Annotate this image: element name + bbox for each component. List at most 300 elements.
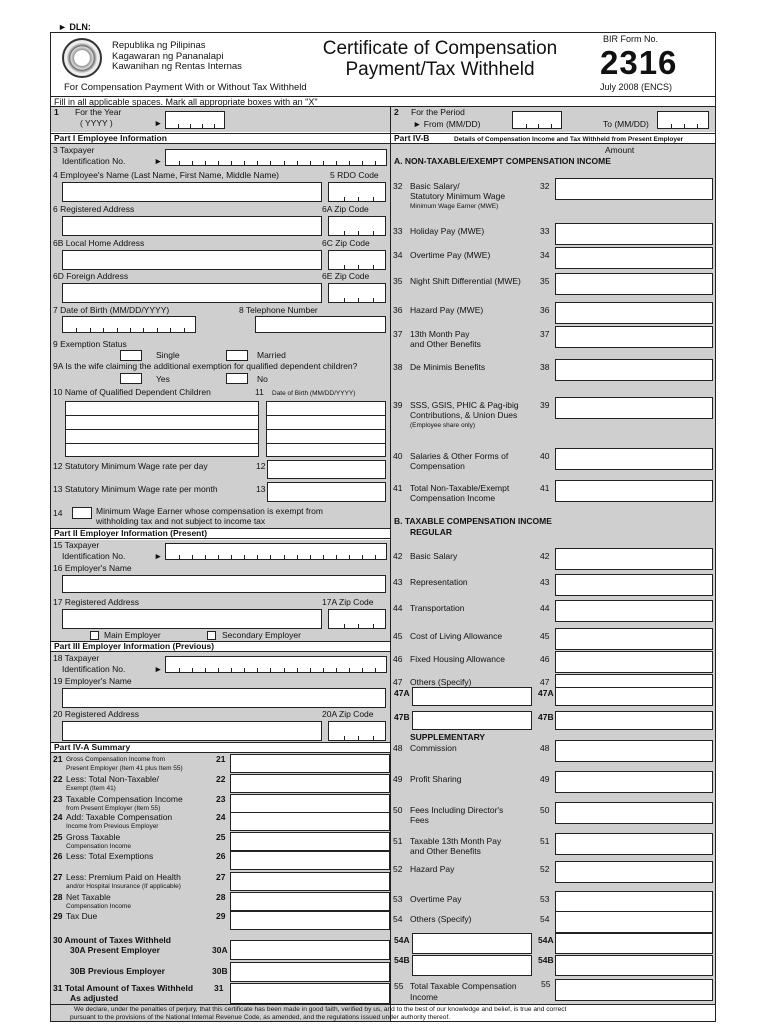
field-label: 14 (53, 508, 63, 518)
row-number: 47 (540, 677, 550, 687)
row-sublabel: and/or Hospital Insurance (If applicable) (66, 883, 181, 890)
zip-code-input[interactable] (328, 283, 386, 303)
field-label: 31 (214, 983, 224, 993)
row-number: 51 (540, 836, 550, 846)
row-label: Basic Salary/ (410, 181, 460, 191)
period-from-input[interactable] (512, 111, 562, 129)
row-number: 53 (540, 894, 550, 904)
digit-tick (297, 668, 298, 672)
digit-tick (310, 668, 311, 672)
zip-code-input[interactable] (328, 216, 386, 236)
field-label: 17A Zip Code (322, 597, 374, 607)
digit-tick (231, 161, 232, 165)
total-tax-withheld-input[interactable] (230, 983, 390, 1004)
row-number: 26 (53, 851, 63, 861)
checkbox-label: Secondary Employer (222, 630, 301, 640)
digit-tick (179, 161, 180, 165)
other-54b-name-input[interactable] (412, 955, 532, 976)
arrow-icon: ► (154, 551, 163, 561)
row-number: 24 (53, 812, 63, 822)
field-label: 17 Registered Address (53, 597, 139, 607)
field-label: 19 Employer's Name (53, 676, 132, 686)
row-label: 13th Month Pay (410, 329, 470, 339)
period-to-input[interactable] (657, 111, 709, 129)
row-number: 42 (393, 551, 403, 561)
amount-input[interactable] (555, 397, 713, 419)
amount-input[interactable] (555, 911, 713, 933)
row-label: Basic Salary (410, 551, 458, 561)
row-label: Compensation Income (410, 493, 496, 503)
row-number: 28 (216, 892, 226, 902)
row-label: Gross Taxable (66, 832, 121, 842)
field-label: 6C Zip Code (322, 238, 370, 248)
married-checkbox[interactable] (226, 350, 248, 361)
part2-title: Part II Employer Information (Present) (54, 528, 208, 538)
amount-input[interactable] (555, 574, 713, 596)
digit-tick (551, 124, 552, 128)
field-label: 30A (212, 945, 228, 955)
summary-amount-input[interactable] (230, 794, 390, 813)
other-47b-amount-input[interactable] (555, 711, 713, 730)
amount-input[interactable] (555, 891, 713, 913)
digit-tick (170, 328, 171, 332)
checkbox-label: Married (257, 350, 286, 360)
digit-tick (257, 161, 258, 165)
digit-tick (358, 197, 359, 201)
row-number: 46 (540, 654, 550, 664)
prev-employer-address-input[interactable] (62, 721, 322, 741)
section-b-title: B. TAXABLE COMPENSATION INCOME (394, 516, 552, 526)
field-label: 30 Amount of Taxes Withheld (53, 935, 171, 945)
field-label: 13 Statutory Minimum Wage rate per month (53, 484, 218, 494)
digit-tick (344, 265, 345, 269)
digit-tick (349, 161, 350, 165)
row-number: 54 (540, 914, 550, 924)
row-label: Night Shift Differential (MWE) (410, 276, 521, 286)
part1-title: Part I Employee Information (54, 133, 167, 143)
single-checkbox[interactable] (120, 350, 142, 361)
row-label: Fixed Housing Allowance (410, 654, 505, 664)
other-47a-amount-input[interactable] (555, 687, 713, 706)
amount-input[interactable] (555, 600, 713, 622)
field-label: 6E Zip Code (322, 271, 370, 281)
amount-input[interactable] (555, 247, 713, 269)
row-label: Less: Premium Paid on Health (66, 872, 181, 882)
row-number: 49 (540, 774, 550, 784)
summary-amount-input[interactable] (230, 911, 390, 930)
yes-checkbox[interactable] (120, 373, 142, 384)
row-number: 37 (540, 329, 550, 339)
supplementary-title: SUPPLEMENTARY (410, 732, 486, 742)
digit-tick (323, 555, 324, 559)
field-label: 10 Name of Qualified Dependent Children (53, 387, 211, 397)
previous-employer-tax-input[interactable] (230, 962, 390, 982)
field-label: withholding tax and not subject to income tax (96, 516, 266, 526)
row-label: Overtime Pay (MWE) (410, 250, 491, 260)
row-number: 48 (393, 743, 403, 753)
other-54a-amount-input[interactable] (555, 933, 713, 954)
checkbox-label: Main Employer (104, 630, 161, 640)
row-sublabel: Compensation Income (66, 903, 132, 910)
row-label: Taxable 13th Month Pay (410, 836, 502, 846)
digit-tick (310, 161, 311, 165)
field-label: 54B (538, 955, 554, 965)
summary-amount-input[interactable] (230, 754, 390, 773)
amount-input[interactable] (555, 480, 713, 502)
row-label: Fees (410, 815, 429, 825)
digit-tick (375, 555, 376, 559)
row-number: 50 (393, 805, 403, 815)
amount-input[interactable] (555, 223, 713, 245)
amount-input[interactable] (555, 802, 713, 824)
row-label: Statutory Minimum Wage (410, 191, 506, 201)
digit-tick (526, 124, 527, 128)
amount-input[interactable] (555, 771, 713, 793)
row-label: Transportation (410, 603, 465, 613)
checkbox-label: No (257, 374, 268, 384)
amount-input[interactable] (555, 740, 713, 762)
row-number: 34 (393, 250, 403, 260)
row-number: 35 (540, 276, 550, 286)
digit-tick (362, 668, 363, 672)
digit-tick (684, 124, 685, 128)
digit-tick (178, 124, 179, 128)
row-number: 36 (540, 305, 550, 315)
digit-tick (184, 328, 185, 332)
employer-address-input[interactable] (62, 609, 322, 629)
mwe-checkbox[interactable] (72, 507, 92, 519)
row-number: 23 (53, 794, 63, 804)
row-number: 26 (216, 851, 226, 861)
agency-line: Kagawaran ng Pananalapi (112, 50, 224, 62)
year-format: ( YYYY ) (80, 118, 113, 128)
field-label: 6 Registered Address (53, 204, 135, 214)
digit-tick (373, 624, 374, 628)
field-label: Identification No. (62, 156, 126, 166)
arrow-icon: ► (154, 664, 163, 674)
summary-amount-input[interactable] (230, 872, 390, 891)
summary-amount-input[interactable] (230, 892, 390, 911)
min-wage-month-input[interactable] (267, 482, 386, 502)
field-label: 31 Total Amount of Taxes Withheld (53, 983, 194, 993)
row-number: 22 (53, 774, 63, 784)
row-number: 37 (393, 329, 403, 339)
part4b-title: Part IV-B (394, 133, 430, 143)
digit-tick (375, 161, 376, 165)
year-label: For the Year (75, 107, 122, 117)
row-number: 51 (393, 836, 403, 846)
digit-tick (310, 555, 311, 559)
no-checkbox[interactable] (226, 373, 248, 384)
row-sublabel: Present Employer (Item 41 plus Item 55) (66, 765, 183, 772)
row-number: 50 (540, 805, 550, 815)
row-sublabel: Minimum Wage Earner (MWE) (410, 203, 499, 210)
amount-input[interactable] (555, 833, 713, 855)
part4b-detail: Details of Compensation Income and Tax Withheld from Present Employer (454, 136, 684, 143)
form-title (295, 38, 585, 80)
digit-tick (202, 124, 203, 128)
digit-tick (297, 161, 298, 165)
zip-code-input[interactable] (328, 609, 386, 629)
field-label: 8 Telephone Number (239, 305, 318, 315)
field-label: 15 Taxpayer (53, 540, 100, 550)
row-number: 38 (393, 362, 403, 372)
row-number: 29 (216, 911, 226, 921)
other-54b-amount-input[interactable] (555, 955, 713, 976)
field-label: 12 Statutory Minimum Wage rate per day (53, 461, 208, 471)
field-label: 30A Present Employer (70, 945, 160, 955)
amount-input[interactable] (555, 448, 713, 470)
instruction-text: Fill in all applicable spaces. Mark all appropriate boxes with an "X" (54, 97, 318, 107)
digit-tick (244, 668, 245, 672)
foreign-address-input[interactable] (62, 283, 322, 303)
row-line (65, 429, 259, 430)
row-number: 43 (393, 577, 403, 587)
form-subtitle: For Compensation Payment With or Without Tax Withheld (64, 82, 307, 93)
digit-tick (362, 161, 363, 165)
telephone-input[interactable] (255, 316, 386, 333)
row-number: 44 (540, 603, 550, 613)
summary-amount-input[interactable] (230, 774, 390, 793)
employer-name-input[interactable] (62, 575, 386, 593)
field-label: 7 Date of Birth (MM/DD/YYYY) (53, 305, 170, 315)
digit-tick (671, 124, 672, 128)
row-number: 45 (540, 631, 550, 641)
year-input[interactable] (165, 111, 225, 129)
row-label: Others (Specify) (410, 677, 472, 687)
summary-amount-input[interactable] (230, 832, 390, 851)
summary-amount-input[interactable] (230, 851, 390, 870)
digit-tick (373, 298, 374, 302)
row-label: Total Non-Taxable/Exempt (410, 483, 510, 493)
item-number: 1 (54, 107, 59, 117)
row-number: 21 (216, 754, 226, 764)
form-version: July 2008 (ENCS) (600, 82, 673, 92)
row-number: 28 (53, 892, 63, 902)
row-number: 27 (216, 872, 226, 882)
employer-tin-input[interactable] (165, 543, 387, 560)
row-label: Profit Sharing (410, 774, 462, 784)
row-number: 46 (393, 654, 403, 664)
row-number: 33 (540, 226, 550, 236)
row-label: Representation (410, 577, 468, 587)
row-number: 25 (216, 832, 226, 842)
employee-name-input[interactable] (62, 182, 322, 202)
row-label: Less: Total Non-Taxable/ (66, 774, 159, 784)
digit-tick (344, 231, 345, 235)
field-label: 9 Exemption Status (53, 339, 127, 349)
field-label: Identification No. (62, 664, 126, 674)
zip-code-input[interactable] (328, 721, 386, 741)
row-number: 38 (540, 362, 550, 372)
declaration-line: pursuant to the provisions of the National Internal Revenue Code, as amended, and the regulations issued under authority thereof. (70, 1014, 451, 1021)
digit-tick (103, 328, 104, 332)
row-sublabel: from Present Employer (Item 55) (66, 805, 161, 812)
digit-tick (358, 265, 359, 269)
secondary-employer-checkbox[interactable] (207, 631, 216, 640)
main-employer-checkbox[interactable] (90, 631, 99, 640)
row-label: Holiday Pay (MWE) (410, 226, 485, 236)
row-label: Gross Compensation Income from (66, 756, 165, 763)
rdo-code-input[interactable] (328, 182, 386, 202)
digit-tick (270, 668, 271, 672)
other-47a-name-input[interactable] (412, 687, 532, 706)
row-number: 42 (540, 551, 550, 561)
agency-line: Republika ng Pilipinas (112, 40, 206, 51)
row-number: 41 (540, 483, 550, 493)
row-sublabel: Compensation Income (66, 843, 132, 850)
digit-tick (117, 328, 118, 332)
row-label: Hazard Pay (MWE) (410, 305, 484, 315)
summary-amount-input[interactable] (230, 812, 390, 831)
field-label: 18 Taxpayer (53, 653, 100, 663)
digit-tick (192, 161, 193, 165)
row-line (65, 443, 259, 444)
amount-input[interactable] (555, 651, 713, 673)
row-sublabel: Exempt (Item 41) (66, 785, 116, 792)
field-label: 9A Is the wife claiming the additional exemption for qualified dependent children? (53, 361, 358, 371)
digit-tick (373, 231, 374, 235)
amount-input[interactable] (555, 273, 713, 295)
field-label: 6A Zip Code (322, 204, 369, 214)
row-number: 33 (393, 226, 403, 236)
digit-tick (90, 328, 91, 332)
digit-tick (344, 624, 345, 628)
amount-input[interactable] (555, 548, 713, 570)
title-line: Certificate of Compensation (322, 38, 558, 59)
item-number: 2 (394, 107, 399, 117)
digit-tick (323, 161, 324, 165)
digit-tick (192, 668, 193, 672)
digit-tick (349, 668, 350, 672)
row-number: 36 (393, 305, 403, 315)
digit-tick (157, 328, 158, 332)
field-label: 20 Registered Address (53, 709, 139, 719)
digit-tick (231, 555, 232, 559)
digit-tick (373, 265, 374, 269)
digit-tick (205, 668, 206, 672)
row-number: 25 (53, 832, 63, 842)
digit-tick (373, 197, 374, 201)
row-label: and Other Benefits (410, 339, 481, 349)
row-label: SSS, GSIS, PHIC & Pag-ibig (410, 400, 519, 410)
field-label: 55 (394, 981, 404, 991)
amount-input[interactable] (555, 326, 713, 348)
other-54a-name-input[interactable] (412, 933, 532, 954)
form-number: 2316 (600, 44, 678, 81)
row-number: 40 (540, 451, 550, 461)
row-number: 27 (53, 872, 63, 882)
field-label: 47B (394, 712, 410, 722)
digit-tick (284, 668, 285, 672)
present-employer-tax-input[interactable] (230, 940, 390, 960)
row-number: 35 (393, 276, 403, 286)
row-number: 48 (540, 743, 550, 753)
dln-label: ► DLN: (58, 22, 91, 32)
row-label: Fees Including Director's (410, 805, 504, 815)
digit-tick (205, 161, 206, 165)
digit-tick (375, 668, 376, 672)
agency-block (112, 41, 242, 73)
row-line (65, 415, 259, 416)
amount-input[interactable] (555, 178, 713, 200)
digit-tick (218, 555, 219, 559)
field-label: 47A (538, 688, 554, 698)
digit-tick (179, 555, 180, 559)
min-wage-day-input[interactable] (267, 460, 386, 479)
arrow-icon: ► (154, 118, 163, 128)
digit-tick (336, 161, 337, 165)
form-number-label: BIR Form No. (603, 34, 659, 44)
amount-input[interactable] (555, 628, 713, 650)
local-address-input[interactable] (62, 250, 322, 270)
field-label: 47B (538, 712, 554, 722)
digit-tick (362, 555, 363, 559)
row-number: 52 (393, 864, 403, 874)
employee-tin-input[interactable] (165, 149, 387, 166)
row-label: Cost of Living Allowance (410, 631, 503, 641)
period-from-label: ► From (MM/DD) (413, 119, 481, 129)
row-number: 23 (216, 794, 226, 804)
amount-input[interactable] (555, 861, 713, 883)
digit-tick (257, 555, 258, 559)
row-label: Less: Total Exemptions (66, 851, 154, 861)
digit-tick (373, 736, 374, 740)
zip-code-input[interactable] (328, 250, 386, 270)
other-47b-name-input[interactable] (412, 711, 532, 730)
field-label: Income (410, 992, 438, 1002)
field-label: As adjusted (70, 993, 119, 1003)
field-label: 13 (256, 484, 266, 494)
digit-tick (270, 555, 271, 559)
row-label: De Minimis Benefits (410, 362, 486, 372)
row-label: Net Taxable (66, 892, 111, 902)
prev-employer-tin-input[interactable] (165, 656, 387, 673)
field-label: 30B Previous Employer (70, 966, 165, 976)
field-label: 30B (212, 966, 228, 976)
field-label: 20A Zip Code (322, 709, 374, 719)
field-label: 54A (394, 935, 410, 945)
prev-employer-name-input[interactable] (62, 688, 386, 708)
digit-tick (284, 555, 285, 559)
digit-tick (336, 555, 337, 559)
row-number: 52 (540, 864, 550, 874)
checkbox-label: Single (156, 350, 180, 360)
registered-address-input[interactable] (62, 216, 322, 236)
field-label: Minimum Wage Earner whose compensation is exempt from (96, 506, 323, 516)
field-label: 54A (538, 935, 554, 945)
birth-date-input[interactable] (62, 316, 196, 333)
part4a-title: Part IV-A Summary (54, 742, 131, 752)
digit-tick (538, 124, 539, 128)
digit-tick (218, 668, 219, 672)
field-label: 3 Taxpayer (53, 145, 95, 155)
field-label: 55 (541, 979, 551, 989)
amount-input[interactable] (555, 302, 713, 324)
row-number: 39 (393, 400, 403, 410)
row-label: and Other Benefits (410, 846, 481, 856)
period-to-label: To (MM/DD) (603, 119, 649, 129)
digit-tick (257, 668, 258, 672)
row-label: Commission (410, 743, 457, 753)
row-number: 29 (53, 911, 63, 921)
row-number: 53 (393, 894, 403, 904)
digit-tick (344, 298, 345, 302)
total-taxable-input[interactable] (555, 979, 713, 1001)
digit-tick (218, 161, 219, 165)
amount-input[interactable] (555, 359, 713, 381)
field-label: Date of Birth (MM/DD/YYYY) (272, 390, 356, 397)
